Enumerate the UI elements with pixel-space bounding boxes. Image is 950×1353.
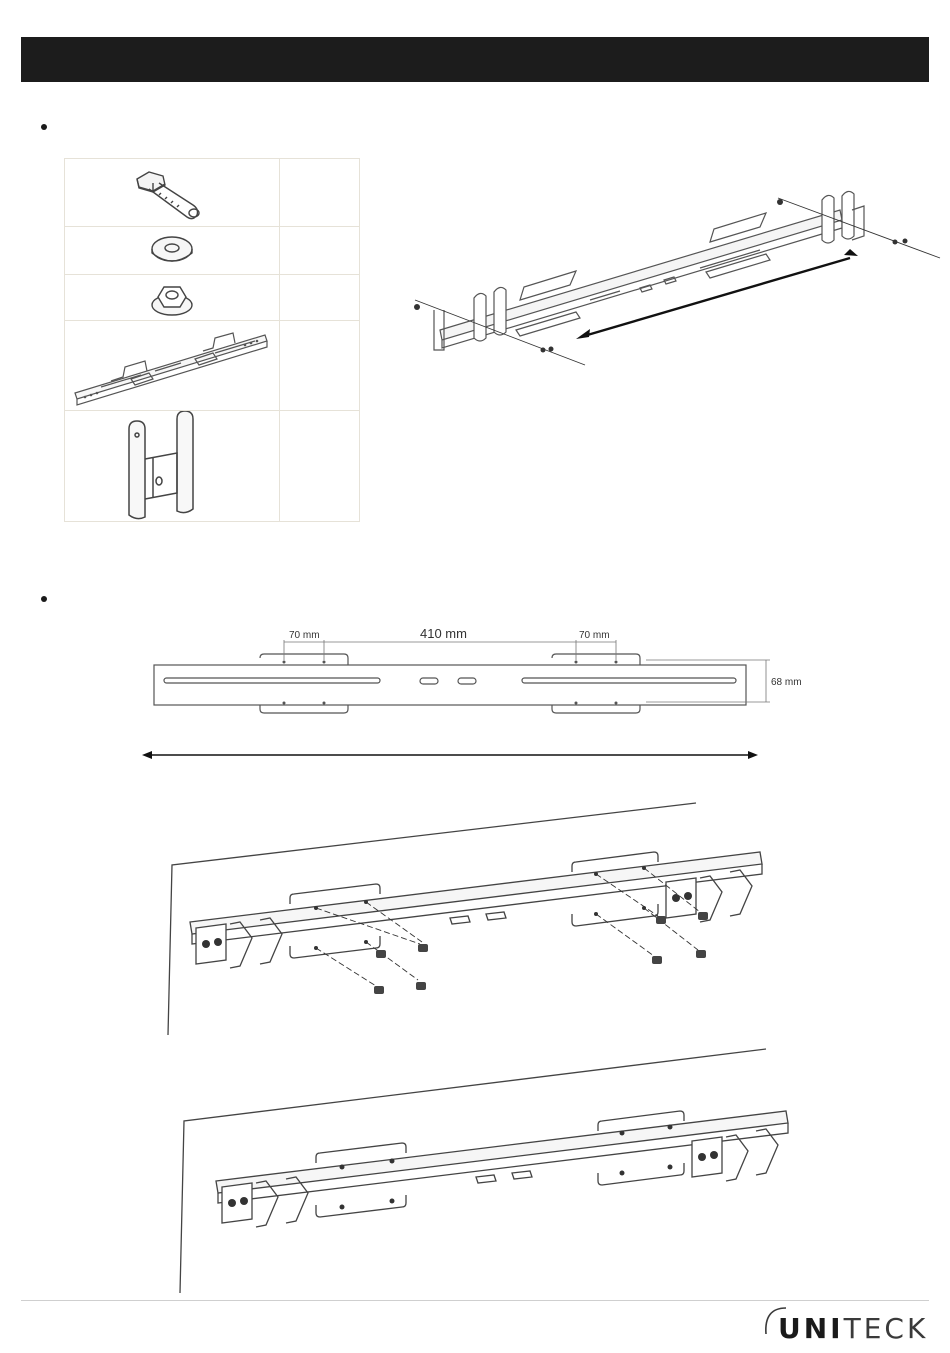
bolt-icon [65, 159, 279, 227]
dim-right-offset: 70 mm [579, 630, 610, 641]
parts-row-bracket [65, 411, 359, 523]
dim-center-span: 410 mm [420, 626, 467, 641]
washer-icon [65, 227, 279, 275]
flange-nut-icon [65, 275, 279, 321]
footer-divider [21, 1300, 929, 1301]
parts-table [64, 158, 360, 522]
dim-height: 68 mm [771, 677, 802, 688]
bullet-2 [41, 596, 47, 602]
bracket-icon [65, 411, 279, 523]
assembly-exploded-illustration [400, 180, 945, 380]
parts-row-rail [65, 321, 359, 411]
parts-row-washer [65, 227, 359, 275]
parts-row-nut [65, 275, 359, 321]
dim-left-offset: 70 mm [289, 630, 320, 641]
parts-row-bolt [65, 159, 359, 227]
wall-mount-illustration-1 [160, 800, 800, 1040]
uniteck-logo: UNITECK [760, 1302, 930, 1350]
wall-mount-illustration-2 [170, 1045, 810, 1295]
rail-icon [65, 321, 279, 411]
header-bar [21, 37, 929, 82]
rail-dimension-drawing [130, 620, 830, 770]
bullet-1 [41, 124, 47, 130]
